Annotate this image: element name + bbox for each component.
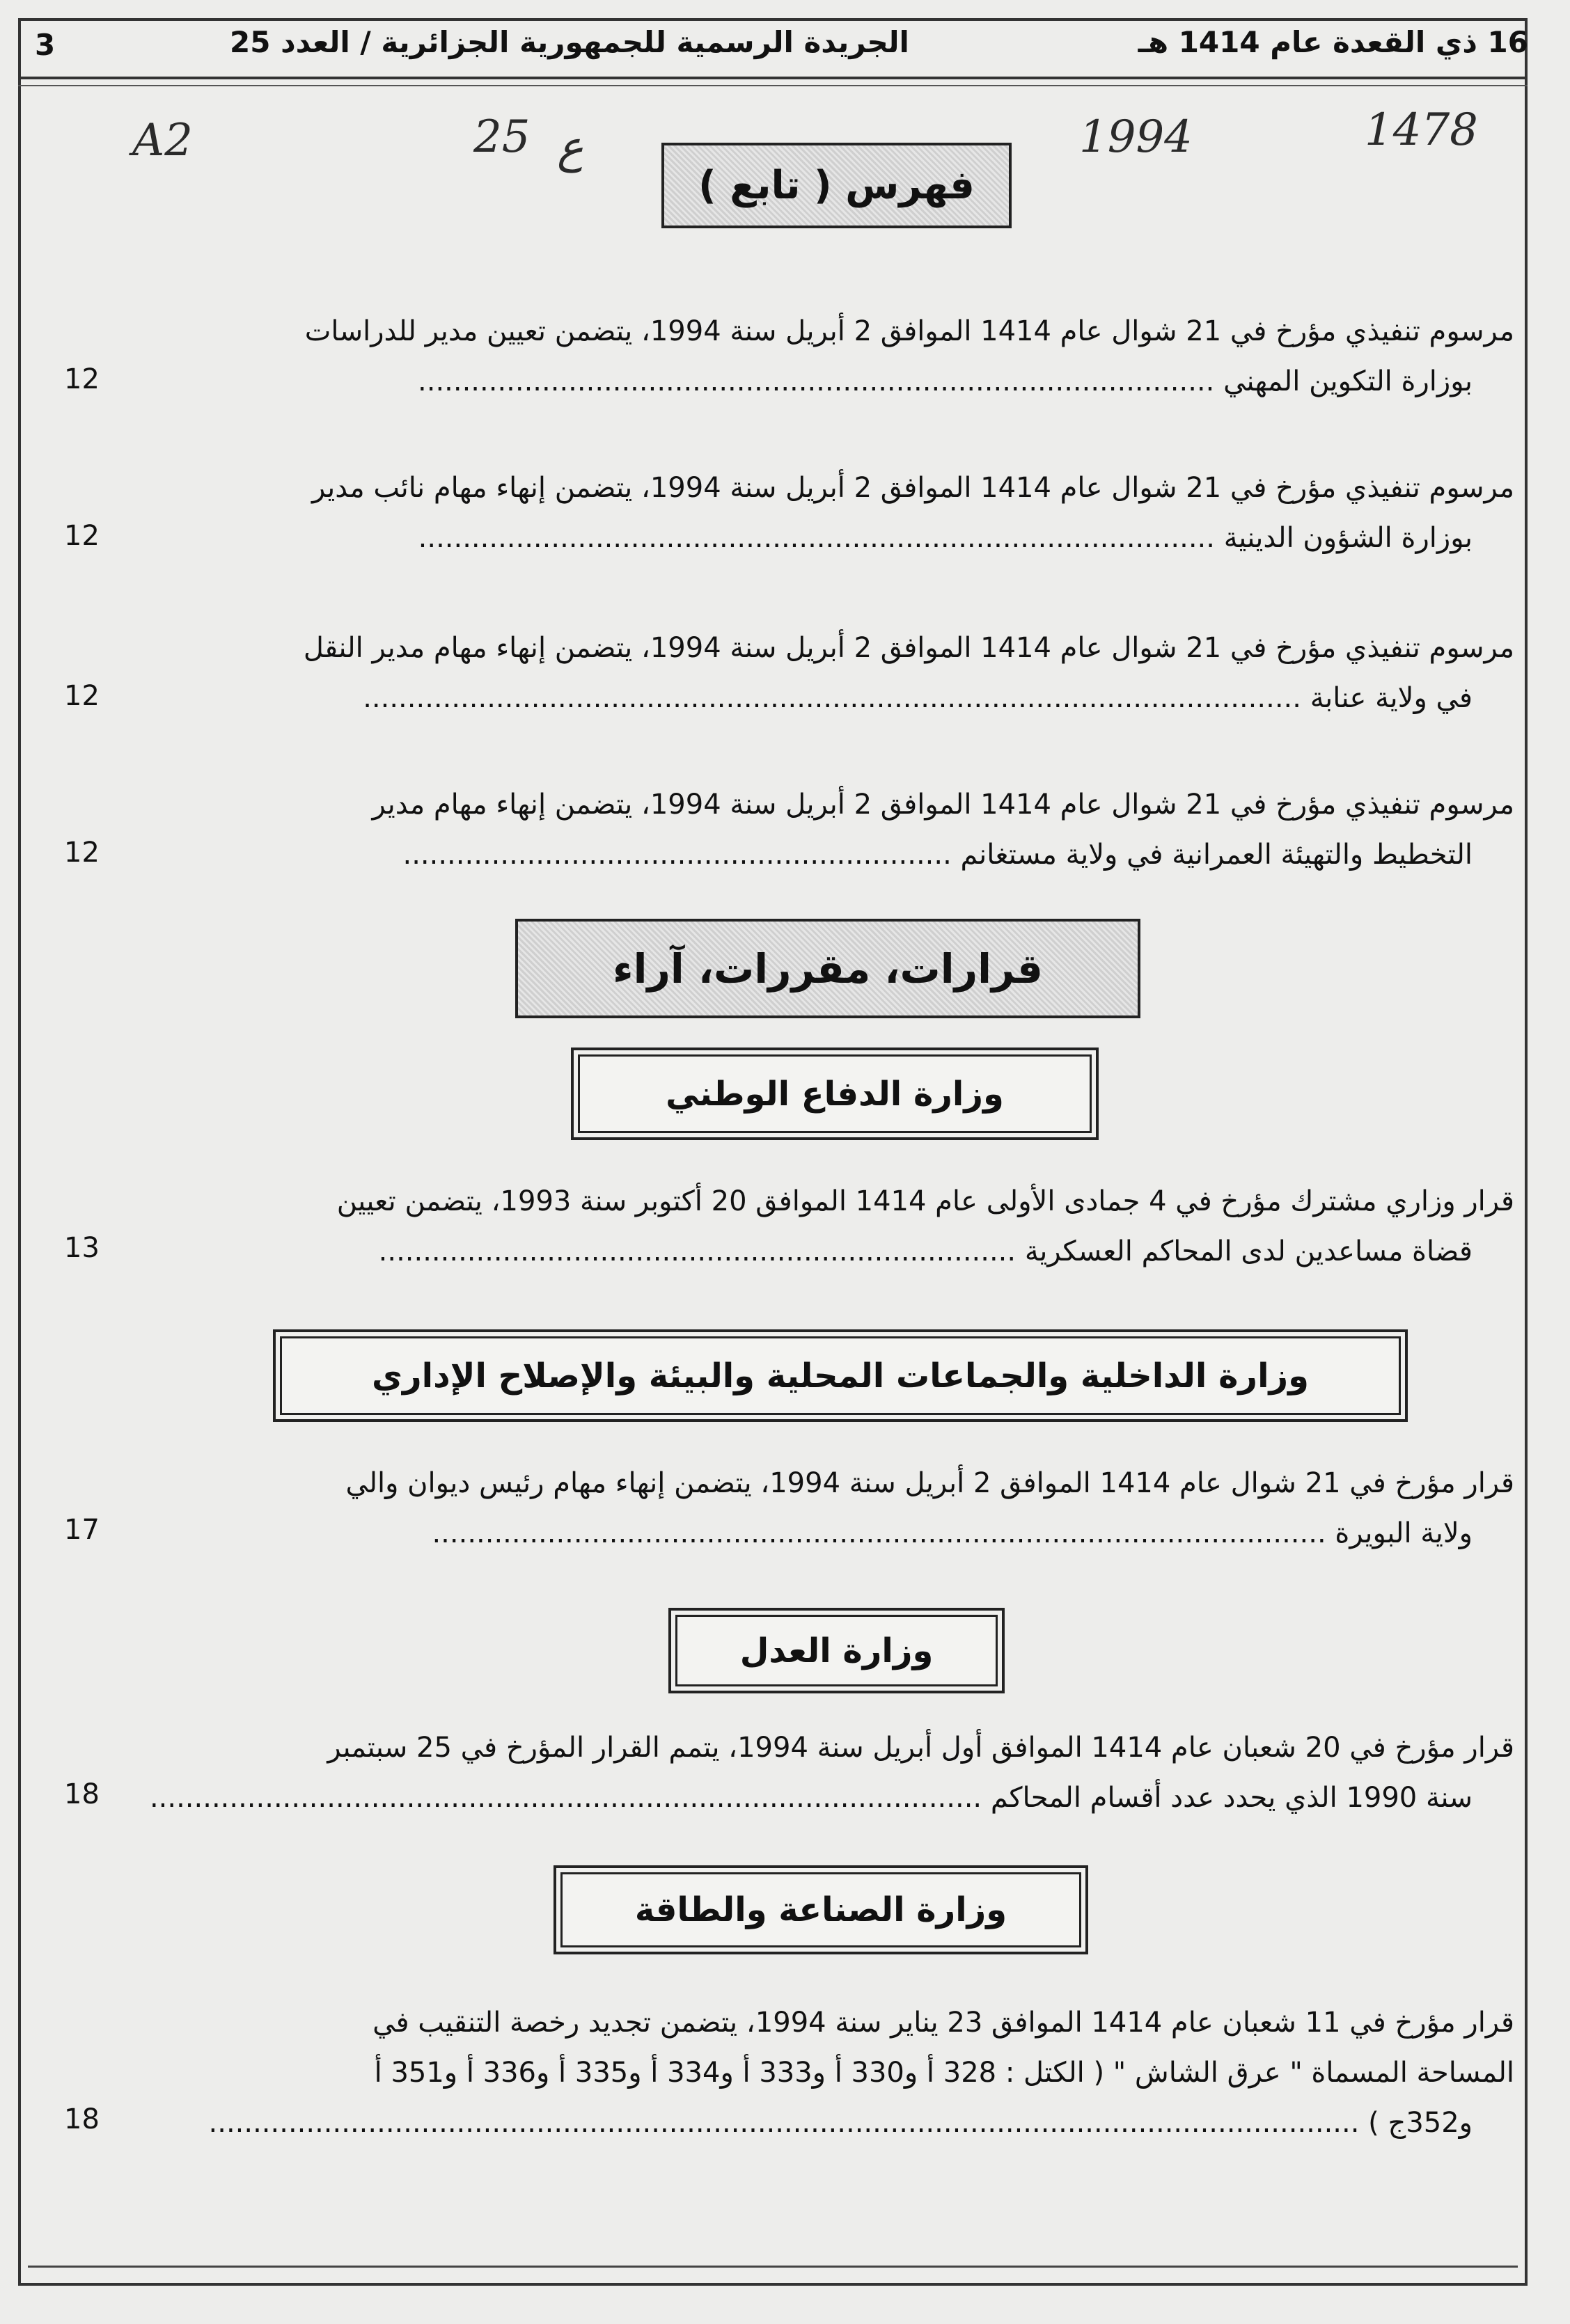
entry-line-2: بوزارة التكوين المهني (1223, 365, 1473, 397)
entry-line-2: في ولاية عنابة (1310, 682, 1473, 714)
ministry-title-box (554, 1865, 1088, 1954)
handwritten-ref-mid: 25 (473, 111, 531, 163)
entry-line-1: مرسوم تنفيذي مؤرخ في 21 شوال عام 1414 الموافق 2 أبريل سنة 1994، يتضمن إنهاء مهام مدير النقل (303, 632, 1514, 664)
entry-line-2: سنة 1990 الذي يحدد عدد أقسام المحاكم (990, 1782, 1473, 1814)
handwritten-ref-left: A2 (132, 115, 193, 166)
header-date: 16 ذي القعدة عام 1414 هـ (1138, 25, 1528, 59)
index-title-box (661, 143, 1012, 228)
header-rule-thin (18, 85, 1528, 86)
entry-page-number: 13 (64, 1232, 100, 1264)
list-item: مرسوم تنفيذي مؤرخ في 21 شوال عام 1414 الموافق 2 أبريل سنة 1994، يتضمن إنهاء مهام مدير النقل في ولاية عنابة .......................................................................................................... (146, 623, 1514, 723)
ministry-title: وزارة الداخلية والجماعات المحلية والبيئة والإصلاح الإداري (372, 1356, 1309, 1396)
list-item: مرسوم تنفيذي مؤرخ في 21 شوال عام 1414 الموافق 2 أبريل سنة 1994، يتضمن إنهاء مهام نائب مدير بوزارة الشؤون الدينية .......................................................................................... (146, 463, 1514, 563)
header-rule (18, 77, 1528, 79)
section-title-box (515, 919, 1140, 1018)
ministry-title-box (273, 1329, 1408, 1422)
handwritten-year: 1994 (1079, 111, 1193, 163)
index-title: فهرس ( تابع ) (698, 163, 975, 208)
list-item: مرسوم تنفيذي مؤرخ في 21 شوال عام 1414 الموافق 2 أبريل سنة 1994، يتضمن إنهاء مهام مدير التخطيط والتهيئة العمرانية في ولاية مستغانم .............................................................. (146, 780, 1514, 880)
page-number: 3 (35, 28, 56, 62)
bottom-rule (28, 2266, 1518, 2268)
journal-title: الجريدة الرسمية للجمهورية الجزائرية / العدد 25 (230, 25, 909, 59)
entry-line-1: مرسوم تنفيذي مؤرخ في 21 شوال عام 1414 الموافق 2 أبريل سنة 1994، يتضمن تعيين مدير للدراسات (304, 315, 1514, 347)
entry-line-2: المساحة المسماة " عرق الشاش " ( الكتل : 328 أ و330 أ و333 أ و334 أ و335 أ و336 أ و351 أ (374, 2057, 1514, 2089)
entry-line-1: قرار وزاري مشترك مؤرخ في 4 جمادى الأولى عام 1414 الموافق 20 أكتوبر سنة 1993، يتضمن تعيين (336, 1185, 1514, 1217)
ministry-title-box (571, 1048, 1099, 1140)
entry-line-2: التخطيط والتهيئة العمرانية في ولاية مستغانم (960, 839, 1473, 871)
entry-line-1: قرار مؤرخ في 21 شوال عام 1414 الموافق 2 أبريل سنة 1994، يتضمن إنهاء مهام رئيس ديوان والي (345, 1467, 1514, 1499)
entry-page-number: 18 (64, 1778, 100, 1810)
entry-page-number: 17 (64, 1514, 100, 1546)
list-item: قرار مؤرخ في 11 شعبان عام 1414 الموافق 23 يناير سنة 1994، يتضمن تجديد رخصة التنقيب في المساحة المسماة " عرق الشاش " ( الكتل : 328 أ و330 أ و333 أ و334 أ و335 أ و336 أ و351 أ و352ج ) .................................................................................................................................. (146, 1998, 1514, 2148)
entry-line-1: مرسوم تنفيذي مؤرخ في 21 شوال عام 1414 الموافق 2 أبريل سنة 1994، يتضمن إنهاء مهام نائب مدير (312, 472, 1514, 504)
entry-page-number: 12 (64, 363, 100, 395)
list-item: قرار وزاري مشترك مؤرخ في 4 جمادى الأولى عام 1414 الموافق 20 أكتوبر سنة 1993، يتضمن تعيين قضاة مساعدين لدى المحاكم العسكرية ........................................................................ (146, 1176, 1514, 1276)
entry-line-2: ولاية البويرة (1335, 1517, 1473, 1549)
section-title: قرارات، مقررات، آراء (612, 944, 1044, 993)
ministry-title: وزارة الصناعة والطاقة (634, 1890, 1007, 1929)
handwritten-ref-letter: ع (557, 122, 584, 173)
ministry-title: وزارة العدل (739, 1631, 934, 1670)
ministry-title: وزارة الدفاع الوطني (666, 1074, 1004, 1114)
handwritten-number: 1478 (1365, 104, 1478, 156)
entry-page-number: 12 (64, 837, 100, 869)
list-item: قرار مؤرخ في 21 شوال عام 1414 الموافق 2 أبريل سنة 1994، يتضمن إنهاء مهام رئيس ديوان والي ولاية البويرة ..................................................................................................... (146, 1458, 1514, 1558)
entry-line-2: قضاة مساعدين لدى المحاكم العسكرية (1024, 1235, 1473, 1267)
ministry-title-box (668, 1608, 1005, 1693)
entry-page-number: 12 (64, 520, 100, 552)
list-item: مرسوم تنفيذي مؤرخ في 21 شوال عام 1414 الموافق 2 أبريل سنة 1994، يتضمن تعيين مدير للدراسات بوزارة التكوين المهني .......................................................................................... (146, 306, 1514, 406)
entry-line-3: و352ج ) (1368, 2107, 1473, 2139)
entry-line-2: بوزارة الشؤون الدينية (1223, 522, 1473, 554)
list-item: قرار مؤرخ في 20 شعبان عام 1414 الموافق أول أبريل سنة 1994، يتمم القرار المؤرخ في 25 سبتمبر سنة 1990 الذي يحدد عدد أقسام المحاكم .............................................................................................. (146, 1723, 1514, 1823)
entry-line-1: قرار مؤرخ في 11 شعبان عام 1414 الموافق 23 يناير سنة 1994، يتضمن تجديد رخصة التنقيب في (372, 2007, 1514, 2039)
entry-page-number: 12 (64, 680, 100, 712)
entry-line-1: مرسوم تنفيذي مؤرخ في 21 شوال عام 1414 الموافق 2 أبريل سنة 1994، يتضمن إنهاء مهام مدير (372, 789, 1514, 821)
entry-page-number: 18 (64, 2103, 100, 2135)
entry-line-1: قرار مؤرخ في 20 شعبان عام 1414 الموافق أول أبريل سنة 1994، يتمم القرار المؤرخ في 25 سبتمبر (327, 1732, 1514, 1764)
